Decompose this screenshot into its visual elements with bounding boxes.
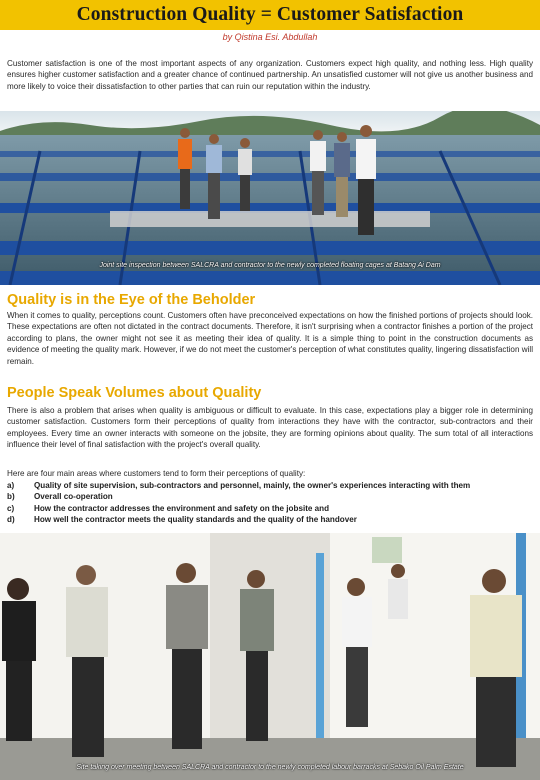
- author-byline: by Qistina Esi. Abdullah: [222, 32, 318, 42]
- list-item-text: How well the contractor meets the quality standards and the quality of the handover: [34, 515, 357, 525]
- list-item-text: Quality of site supervision, sub-contractors and personnel, mainly, the owner's experiences interacting with them: [34, 481, 471, 490]
- list-item-text: Overall co-operation: [34, 492, 113, 502]
- list-item: [7, 480, 533, 491]
- section-heading-people: People Speak Volumes about Quality: [7, 385, 262, 401]
- list-item: [7, 503, 533, 514]
- list-marker: a): [7, 481, 15, 490]
- list-item: [7, 491, 533, 502]
- list-marker: b): [7, 492, 15, 502]
- floating-cages-photo: [0, 111, 540, 285]
- labour-barracks-photo: [0, 533, 540, 780]
- list-marker: c): [7, 503, 15, 513]
- perception-areas-list: [7, 480, 533, 526]
- list-item: [7, 514, 533, 525]
- people-paragraph: There is also a problem that arises when quality is ambiguous or difficult to evaluate. In this case, expectations play a bigger role in determining customer satisfaction. Customers form their perceptions of quality from interactions they have with the contractor, sub-contractors and their employees. Every time an owner interacts with someone on the jobsite, they are forming opinions about quality. The sum total of all interactions influence their level of final satisfaction with the project's overall quality.: [7, 406, 533, 450]
- labour-barracks-illustration: [0, 533, 540, 780]
- floating-cages-caption: Joint site inspection between SALCRA and contractor to the newly completed floating cages at Batang Ai Dam: [99, 262, 441, 269]
- list-item-text: How the contractor addresses the environment and safety on the jobsite and: [34, 503, 330, 513]
- title-banner: [0, 0, 540, 30]
- criteria-intro: Here are four main areas where customers tend to form their perceptions of quality:: [7, 469, 306, 478]
- labour-barracks-caption: Site taking over meeting between SALCRA and contractor to the newly completed labour barracks at Sebako Oil Palm Estate: [76, 764, 464, 771]
- floating-cages-illustration: [0, 111, 540, 285]
- intro-paragraph: Customer satisfaction is one of the most important aspects of any organization. Customers expect high quality, and nothing less. High quality ensures higher customer satisfaction and a greater chance of continued partnership. An unsatisfied customer will not give us another business and more likely to voice their dissatisfaction to other parties that can ruin our reputation within the industry.: [7, 59, 533, 91]
- section-heading-quality: Quality is in the Eye of the Beholder: [7, 292, 256, 308]
- quality-paragraph: When it comes to quality, perceptions count. Customers often have preconceived expectations on how the finished portions of projects should look. These expectations are often not dictated in the contract documents. Therefore, it isn't surprising when a contractor finishes a portion of the project according to plans, the owner might not see it as meeting their idea of quality. It is a simple thing to point in the construction documents as evidence of meeting the quality mark. However, if we do not meet the customer's perception of what constitutes quality, lingering dissatisfaction will remain.: [7, 311, 533, 366]
- list-marker: d): [7, 515, 15, 525]
- page-title: Construction Quality = Customer Satisfaction: [76, 4, 464, 25]
